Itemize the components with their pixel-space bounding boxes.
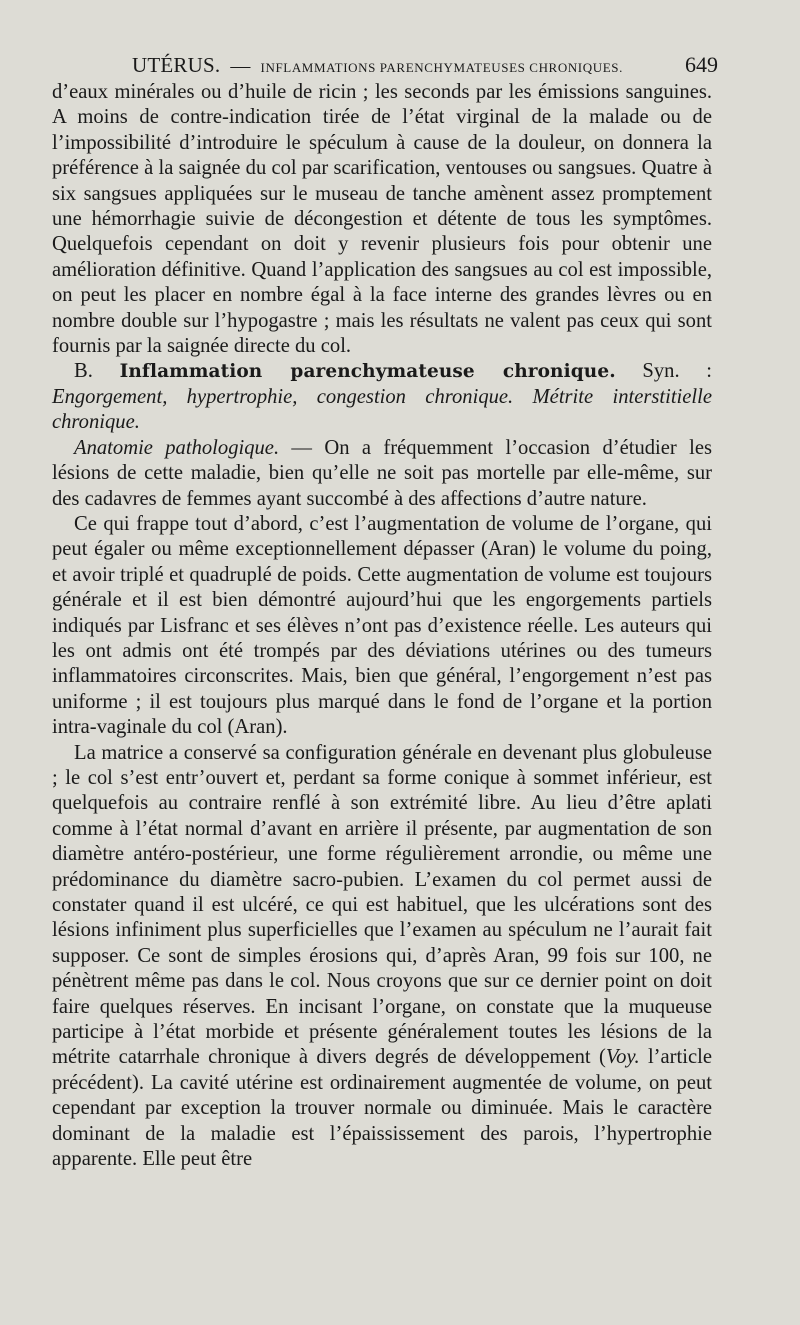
- paragraph-section-b: [52, 359, 712, 435]
- paragraph-anatomie: [52, 436, 712, 512]
- running-head-main: UTÉRUS.: [132, 53, 221, 77]
- paragraph-matrice: [52, 741, 712, 1173]
- paragraph-matrice-text-a: La matrice a conservé sa configuration générale en devenant plus globuleuse ; le col s’est entr’ouvert et, perdant sa forme conique à sommet inférieur, est quelquefois au contraire renflé à son extrémité libre. Au lieu d’être aplati comme à l’état normal d’avant en arrière il présente, par augmentation de son diamètre antéro-postérieur, une forme régulièrement arrondie, ou même une prédominance du diamètre sacro-pubien. L’examen du col permet aussi de constater quand il est ulcéré, ce qui est habituel, que les ulcérations sont des lésions infiniment plus superficielles que l’examen au spéculum ne l’aurait fait supposer. Ce sont de simples érosions qui, d’après Aran, 99 fois sur 100, ne pénètrent même pas dans le col. Nous croyons que sur ce dernier point on doit faire quelques réserves. En incisant l’organe, on constate que la muqueuse participe à l’état morbide et présente généralement toutes les lésions de la métrite catarrhale chronique à divers degrés de développement (: [52, 741, 712, 1069]
- synonyms-label: Syn. :: [615, 360, 712, 383]
- subsection-heading: Anatomie pathologique.: [74, 436, 280, 459]
- section-title: Inflammation parenchymateuse chronique.: [119, 361, 616, 383]
- paragraph-anatomie-text: — On a fréquemment l’occasion d’étudier les lésions de cette maladie, bien qu’elle ne soit pas mortelle par elle-même, sur des cadavres de femmes ayant succombé à des affections d’autre nature.: [52, 436, 712, 510]
- section-letter: B.: [74, 360, 93, 383]
- page-header: [52, 38, 718, 78]
- paragraph-volume: Ce qui frappe tout d’abord, c’est l’augmentation de volume de l’organe, qui peut égaler ou même exceptionnellement dépasser (Aran) le volume du poing, et avoir triplé et quadruplé de poids. Cette augmentation de volume est toujours générale et il est bien démontré aujourd’hui que les engorgements partiels indiqués par Lisfranc et ses élèves n’ont pas d’existence réelle. Les auteurs qui les ont admis ont été trompés par des déviations utérines ou des tumeurs inflammatoires circonscrites. Mais, bien que général, l’engorgement n’est pas uniforme ; il est toujours plus marqué dans le fond de l’organe et la portion intra-vaginale du col (Aran).: [52, 512, 712, 739]
- paragraph-treatment: d’eaux minérales ou d’huile de ricin ; les seconds par les émissions sanguines. A moins de contre-indication tirée de l’état virginal de la malade ou de l’impossibilité d’introduire le spéculum à cause de la douleur, on donnera la préférence à la saignée du col par scarification, ventouses ou sangsues. Quatre à six sangsues appliquées sur le museau de tanche amènent assez promptement une hémorrhagie suivie de décongestion et détente de tous les symptômes. Quelquefois cependant on doit y revenir plusieurs fois pour obtenir une amélioration définitive. Quand l’application des sangsues au col est impossible, on peut les placer en nombre égal à la face interne des grandes lèvres ou en nombre double sur l’hypogastre ; mais les résultats ne valent pas ceux qui sont fournis par la saignée directe du col.: [52, 81, 712, 358]
- running-head-dash: —: [230, 55, 251, 77]
- page-body: [52, 80, 712, 1172]
- page-number: 649: [685, 52, 718, 77]
- paragraph-matrice-text-b: l’article précédent). La cavité utérine est ordinairement augmentée de volume, on peut cependant par exception la trouver normale ou diminuée. Mais le caractère dominant de la maladie est l’épaississement des parois, l’hypertrophie apparente. Elle peut être: [52, 1046, 712, 1171]
- running-head-subtitle: INFLAMMATIONS PARENCHYMATEUSES CHRONIQUES.: [260, 60, 623, 75]
- running-head: [132, 53, 623, 78]
- voy-reference: Voy.: [605, 1046, 640, 1069]
- synonyms-list: Engorgement, hypertrophie, congestion chronique. Métrite interstitielle chronique.: [52, 385, 712, 434]
